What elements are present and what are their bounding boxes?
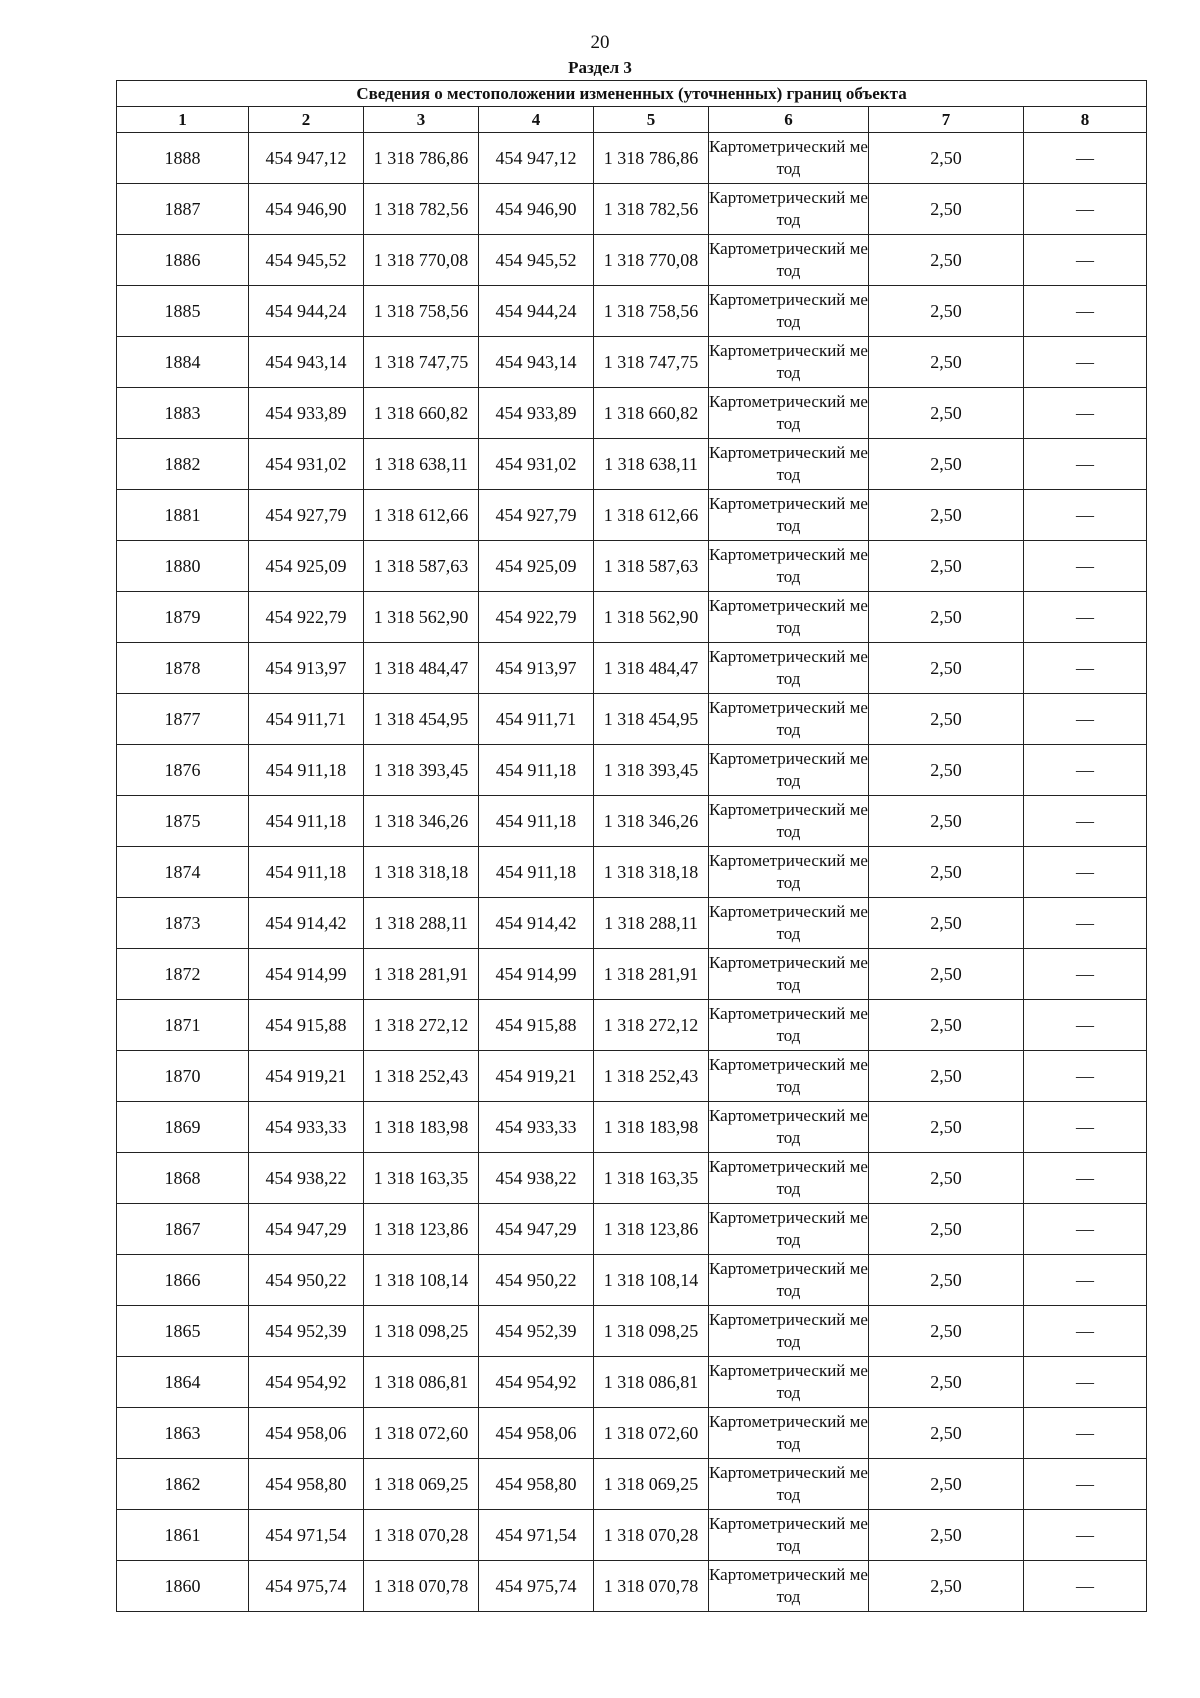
accuracy-cell: 2,50	[869, 388, 1024, 439]
method-cell: Картометрический метод	[709, 1153, 869, 1204]
y-old-cell: 1 318 183,98	[364, 1102, 479, 1153]
x-old-cell: 454 947,29	[249, 1204, 364, 1255]
table-row	[117, 796, 1147, 847]
accuracy-cell: 2,50	[869, 1204, 1024, 1255]
table-row	[117, 490, 1147, 541]
table-row	[117, 898, 1147, 949]
accuracy-cell: 2,50	[869, 949, 1024, 1000]
point-number-cell: 1882	[117, 439, 249, 490]
table-row	[117, 133, 1147, 184]
y-old-cell: 1 318 346,26	[364, 796, 479, 847]
description-cell: —	[1024, 1000, 1147, 1051]
x-new-cell: 454 933,89	[479, 388, 594, 439]
y-new-cell: 1 318 086,81	[594, 1357, 709, 1408]
method-cell: Картометрический метод	[709, 1051, 869, 1102]
x-new-cell: 454 915,88	[479, 1000, 594, 1051]
method-cell: Картометрический метод	[709, 847, 869, 898]
point-number-cell: 1863	[117, 1408, 249, 1459]
accuracy-cell: 2,50	[869, 694, 1024, 745]
y-old-cell: 1 318 562,90	[364, 592, 479, 643]
x-new-cell: 454 914,99	[479, 949, 594, 1000]
x-new-cell: 454 971,54	[479, 1510, 594, 1561]
x-new-cell: 454 950,22	[479, 1255, 594, 1306]
method-cell: Картометрический метод	[709, 592, 869, 643]
y-old-cell: 1 318 638,11	[364, 439, 479, 490]
accuracy-cell: 2,50	[869, 898, 1024, 949]
accuracy-cell: 2,50	[869, 592, 1024, 643]
table-row	[117, 1000, 1147, 1051]
accuracy-cell: 2,50	[869, 439, 1024, 490]
x-new-cell: 454 946,90	[479, 184, 594, 235]
y-old-cell: 1 318 587,63	[364, 541, 479, 592]
description-cell: —	[1024, 541, 1147, 592]
x-old-cell: 454 933,89	[249, 388, 364, 439]
table-row	[117, 235, 1147, 286]
y-new-cell: 1 318 072,60	[594, 1408, 709, 1459]
method-cell: Картометрический метод	[709, 1408, 869, 1459]
description-cell: —	[1024, 592, 1147, 643]
x-new-cell: 454 954,92	[479, 1357, 594, 1408]
table-row	[117, 1561, 1147, 1612]
point-number-cell: 1884	[117, 337, 249, 388]
y-old-cell: 1 318 272,12	[364, 1000, 479, 1051]
x-old-cell: 454 922,79	[249, 592, 364, 643]
table-row	[117, 949, 1147, 1000]
method-cell: Картометрический метод	[709, 643, 869, 694]
y-new-cell: 1 318 484,47	[594, 643, 709, 694]
x-new-cell: 454 925,09	[479, 541, 594, 592]
x-new-cell: 454 931,02	[479, 439, 594, 490]
accuracy-cell: 2,50	[869, 1000, 1024, 1051]
description-cell: —	[1024, 1204, 1147, 1255]
y-old-cell: 1 318 318,18	[364, 847, 479, 898]
point-number-cell: 1864	[117, 1357, 249, 1408]
accuracy-cell: 2,50	[869, 184, 1024, 235]
accuracy-cell: 2,50	[869, 133, 1024, 184]
method-cell: Картометрический метод	[709, 745, 869, 796]
column-number: 8	[1024, 107, 1147, 133]
x-new-cell: 454 958,80	[479, 1459, 594, 1510]
x-old-cell: 454 971,54	[249, 1510, 364, 1561]
accuracy-cell: 2,50	[869, 337, 1024, 388]
method-cell: Картометрический метод	[709, 337, 869, 388]
point-number-cell: 1865	[117, 1306, 249, 1357]
description-cell: —	[1024, 898, 1147, 949]
y-new-cell: 1 318 272,12	[594, 1000, 709, 1051]
description-cell: —	[1024, 184, 1147, 235]
y-new-cell: 1 318 612,66	[594, 490, 709, 541]
y-old-cell: 1 318 252,43	[364, 1051, 479, 1102]
method-cell: Картометрический метод	[709, 1561, 869, 1612]
y-new-cell: 1 318 069,25	[594, 1459, 709, 1510]
y-old-cell: 1 318 484,47	[364, 643, 479, 694]
table-row	[117, 1459, 1147, 1510]
x-old-cell: 454 944,24	[249, 286, 364, 337]
y-old-cell: 1 318 758,56	[364, 286, 479, 337]
x-new-cell: 454 938,22	[479, 1153, 594, 1204]
point-number-cell: 1867	[117, 1204, 249, 1255]
point-number-cell: 1877	[117, 694, 249, 745]
table-row	[117, 541, 1147, 592]
y-new-cell: 1 318 318,18	[594, 847, 709, 898]
table-row	[117, 337, 1147, 388]
accuracy-cell: 2,50	[869, 286, 1024, 337]
description-cell: —	[1024, 1102, 1147, 1153]
y-new-cell: 1 318 098,25	[594, 1306, 709, 1357]
x-old-cell: 454 914,99	[249, 949, 364, 1000]
table-row	[117, 1153, 1147, 1204]
accuracy-cell: 2,50	[869, 1255, 1024, 1306]
y-new-cell: 1 318 454,95	[594, 694, 709, 745]
description-cell: —	[1024, 1561, 1147, 1612]
x-new-cell: 454 952,39	[479, 1306, 594, 1357]
point-number-cell: 1879	[117, 592, 249, 643]
method-cell: Картометрический метод	[709, 184, 869, 235]
description-cell: —	[1024, 1357, 1147, 1408]
description-cell: —	[1024, 490, 1147, 541]
x-old-cell: 454 943,14	[249, 337, 364, 388]
x-new-cell: 454 933,33	[479, 1102, 594, 1153]
x-old-cell: 454 947,12	[249, 133, 364, 184]
description-cell: —	[1024, 439, 1147, 490]
y-old-cell: 1 318 098,25	[364, 1306, 479, 1357]
point-number-cell: 1876	[117, 745, 249, 796]
y-old-cell: 1 318 072,60	[364, 1408, 479, 1459]
x-old-cell: 454 911,71	[249, 694, 364, 745]
x-new-cell: 454 913,97	[479, 643, 594, 694]
table-body	[117, 133, 1147, 1612]
description-cell: —	[1024, 1459, 1147, 1510]
method-cell: Картометрический метод	[709, 1306, 869, 1357]
y-old-cell: 1 318 393,45	[364, 745, 479, 796]
description-cell: —	[1024, 388, 1147, 439]
description-cell: —	[1024, 1408, 1147, 1459]
x-old-cell: 454 911,18	[249, 847, 364, 898]
x-old-cell: 454 911,18	[249, 745, 364, 796]
x-old-cell: 454 919,21	[249, 1051, 364, 1102]
description-cell: —	[1024, 694, 1147, 745]
point-number-cell: 1868	[117, 1153, 249, 1204]
point-number-cell: 1880	[117, 541, 249, 592]
point-number-cell: 1873	[117, 898, 249, 949]
y-new-cell: 1 318 770,08	[594, 235, 709, 286]
y-old-cell: 1 318 454,95	[364, 694, 479, 745]
y-old-cell: 1 318 288,11	[364, 898, 479, 949]
column-number: 3	[364, 107, 479, 133]
method-cell: Картометрический метод	[709, 388, 869, 439]
method-cell: Картометрический метод	[709, 898, 869, 949]
point-number-cell: 1887	[117, 184, 249, 235]
x-new-cell: 454 919,21	[479, 1051, 594, 1102]
table-row	[117, 643, 1147, 694]
x-old-cell: 454 931,02	[249, 439, 364, 490]
accuracy-cell: 2,50	[869, 1408, 1024, 1459]
section-title: Раздел 3	[568, 58, 632, 77]
method-cell: Картометрический метод	[709, 541, 869, 592]
x-old-cell: 454 946,90	[249, 184, 364, 235]
table-row	[117, 1102, 1147, 1153]
description-cell: —	[1024, 235, 1147, 286]
table-row	[117, 1357, 1147, 1408]
y-new-cell: 1 318 782,56	[594, 184, 709, 235]
y-old-cell: 1 318 123,86	[364, 1204, 479, 1255]
y-old-cell: 1 318 747,75	[364, 337, 479, 388]
method-cell: Картометрический метод	[709, 286, 869, 337]
y-old-cell: 1 318 770,08	[364, 235, 479, 286]
point-number-cell: 1878	[117, 643, 249, 694]
table-row	[117, 1204, 1147, 1255]
y-new-cell: 1 318 183,98	[594, 1102, 709, 1153]
y-new-cell: 1 318 747,75	[594, 337, 709, 388]
y-old-cell: 1 318 086,81	[364, 1357, 479, 1408]
column-number: 1	[117, 107, 249, 133]
point-number-cell: 1870	[117, 1051, 249, 1102]
y-old-cell: 1 318 070,28	[364, 1510, 479, 1561]
table-row	[117, 745, 1147, 796]
accuracy-cell: 2,50	[869, 235, 1024, 286]
point-number-cell: 1871	[117, 1000, 249, 1051]
boundary-coordinates-table	[116, 80, 1147, 1612]
column-number-row	[117, 107, 1147, 133]
point-number-cell: 1883	[117, 388, 249, 439]
method-cell: Картометрический метод	[709, 1357, 869, 1408]
x-old-cell: 454 915,88	[249, 1000, 364, 1051]
y-new-cell: 1 318 786,86	[594, 133, 709, 184]
method-cell: Картометрический метод	[709, 490, 869, 541]
point-number-cell: 1874	[117, 847, 249, 898]
point-number-cell: 1875	[117, 796, 249, 847]
table-row	[117, 847, 1147, 898]
y-new-cell: 1 318 587,63	[594, 541, 709, 592]
table-caption: Сведения о местоположении измененных (уточненных) границ объекта	[117, 81, 1147, 107]
y-new-cell: 1 318 758,56	[594, 286, 709, 337]
description-cell: —	[1024, 949, 1147, 1000]
description-cell: —	[1024, 796, 1147, 847]
y-old-cell: 1 318 108,14	[364, 1255, 479, 1306]
description-cell: —	[1024, 286, 1147, 337]
point-number-cell: 1886	[117, 235, 249, 286]
description-cell: —	[1024, 1255, 1147, 1306]
page-number: 20	[590, 32, 610, 53]
accuracy-cell: 2,50	[869, 1102, 1024, 1153]
table-row	[117, 1306, 1147, 1357]
y-new-cell: 1 318 562,90	[594, 592, 709, 643]
x-old-cell: 454 958,06	[249, 1408, 364, 1459]
x-new-cell: 454 911,71	[479, 694, 594, 745]
accuracy-cell: 2,50	[869, 1510, 1024, 1561]
x-new-cell: 454 958,06	[479, 1408, 594, 1459]
x-new-cell: 454 911,18	[479, 796, 594, 847]
x-old-cell: 454 925,09	[249, 541, 364, 592]
accuracy-cell: 2,50	[869, 1357, 1024, 1408]
x-old-cell: 454 950,22	[249, 1255, 364, 1306]
y-new-cell: 1 318 393,45	[594, 745, 709, 796]
x-new-cell: 454 945,52	[479, 235, 594, 286]
x-old-cell: 454 958,80	[249, 1459, 364, 1510]
description-cell: —	[1024, 133, 1147, 184]
y-new-cell: 1 318 108,14	[594, 1255, 709, 1306]
y-new-cell: 1 318 660,82	[594, 388, 709, 439]
x-new-cell: 454 914,42	[479, 898, 594, 949]
method-cell: Картометрический метод	[709, 235, 869, 286]
x-new-cell: 454 922,79	[479, 592, 594, 643]
x-old-cell: 454 927,79	[249, 490, 364, 541]
y-new-cell: 1 318 163,35	[594, 1153, 709, 1204]
x-new-cell: 454 975,74	[479, 1561, 594, 1612]
column-number: 6	[709, 107, 869, 133]
x-old-cell: 454 914,42	[249, 898, 364, 949]
point-number-cell: 1888	[117, 133, 249, 184]
y-new-cell: 1 318 346,26	[594, 796, 709, 847]
description-cell: —	[1024, 847, 1147, 898]
y-new-cell: 1 318 281,91	[594, 949, 709, 1000]
x-new-cell: 454 927,79	[479, 490, 594, 541]
x-old-cell: 454 945,52	[249, 235, 364, 286]
description-cell: —	[1024, 745, 1147, 796]
description-cell: —	[1024, 1153, 1147, 1204]
accuracy-cell: 2,50	[869, 1153, 1024, 1204]
accuracy-cell: 2,50	[869, 1459, 1024, 1510]
y-new-cell: 1 318 070,78	[594, 1561, 709, 1612]
x-new-cell: 454 911,18	[479, 847, 594, 898]
method-cell: Картометрический метод	[709, 1255, 869, 1306]
description-cell: —	[1024, 643, 1147, 694]
point-number-cell: 1861	[117, 1510, 249, 1561]
table-row	[117, 592, 1147, 643]
y-new-cell: 1 318 252,43	[594, 1051, 709, 1102]
x-new-cell: 454 911,18	[479, 745, 594, 796]
point-number-cell: 1872	[117, 949, 249, 1000]
y-old-cell: 1 318 612,66	[364, 490, 479, 541]
accuracy-cell: 2,50	[869, 847, 1024, 898]
x-old-cell: 454 933,33	[249, 1102, 364, 1153]
point-number-cell: 1881	[117, 490, 249, 541]
table-row	[117, 439, 1147, 490]
y-old-cell: 1 318 163,35	[364, 1153, 479, 1204]
x-old-cell: 454 954,92	[249, 1357, 364, 1408]
point-number-cell: 1860	[117, 1561, 249, 1612]
description-cell: —	[1024, 1306, 1147, 1357]
y-old-cell: 1 318 069,25	[364, 1459, 479, 1510]
column-number: 4	[479, 107, 594, 133]
method-cell: Картометрический метод	[709, 1459, 869, 1510]
x-old-cell: 454 938,22	[249, 1153, 364, 1204]
point-number-cell: 1869	[117, 1102, 249, 1153]
y-old-cell: 1 318 281,91	[364, 949, 479, 1000]
accuracy-cell: 2,50	[869, 643, 1024, 694]
accuracy-cell: 2,50	[869, 745, 1024, 796]
accuracy-cell: 2,50	[869, 1051, 1024, 1102]
x-old-cell: 454 911,18	[249, 796, 364, 847]
method-cell: Картометрический метод	[709, 796, 869, 847]
method-cell: Картометрический метод	[709, 949, 869, 1000]
y-new-cell: 1 318 070,28	[594, 1510, 709, 1561]
point-number-cell: 1866	[117, 1255, 249, 1306]
description-cell: —	[1024, 1510, 1147, 1561]
table-row	[117, 1408, 1147, 1459]
x-new-cell: 454 944,24	[479, 286, 594, 337]
x-new-cell: 454 947,12	[479, 133, 594, 184]
y-new-cell: 1 318 288,11	[594, 898, 709, 949]
accuracy-cell: 2,50	[869, 490, 1024, 541]
accuracy-cell: 2,50	[869, 1561, 1024, 1612]
point-number-cell: 1885	[117, 286, 249, 337]
table-row	[117, 1510, 1147, 1561]
y-old-cell: 1 318 070,78	[364, 1561, 479, 1612]
y-new-cell: 1 318 123,86	[594, 1204, 709, 1255]
table-row	[117, 1051, 1147, 1102]
accuracy-cell: 2,50	[869, 541, 1024, 592]
point-number-cell: 1862	[117, 1459, 249, 1510]
y-new-cell: 1 318 638,11	[594, 439, 709, 490]
description-cell: —	[1024, 337, 1147, 388]
y-old-cell: 1 318 782,56	[364, 184, 479, 235]
method-cell: Картометрический метод	[709, 1102, 869, 1153]
table-row	[117, 286, 1147, 337]
y-old-cell: 1 318 786,86	[364, 133, 479, 184]
table-row	[117, 694, 1147, 745]
method-cell: Картометрический метод	[709, 133, 869, 184]
accuracy-cell: 2,50	[869, 1306, 1024, 1357]
table-row	[117, 388, 1147, 439]
method-cell: Картометрический метод	[709, 1204, 869, 1255]
method-cell: Картометрический метод	[709, 694, 869, 745]
y-old-cell: 1 318 660,82	[364, 388, 479, 439]
x-new-cell: 454 947,29	[479, 1204, 594, 1255]
description-cell: —	[1024, 1051, 1147, 1102]
method-cell: Картометрический метод	[709, 1510, 869, 1561]
method-cell: Картометрический метод	[709, 1000, 869, 1051]
accuracy-cell: 2,50	[869, 796, 1024, 847]
x-new-cell: 454 943,14	[479, 337, 594, 388]
column-number: 5	[594, 107, 709, 133]
x-old-cell: 454 975,74	[249, 1561, 364, 1612]
table-row	[117, 184, 1147, 235]
method-cell: Картометрический метод	[709, 439, 869, 490]
column-number: 7	[869, 107, 1024, 133]
column-number: 2	[249, 107, 364, 133]
table-row	[117, 1255, 1147, 1306]
x-old-cell: 454 913,97	[249, 643, 364, 694]
x-old-cell: 454 952,39	[249, 1306, 364, 1357]
